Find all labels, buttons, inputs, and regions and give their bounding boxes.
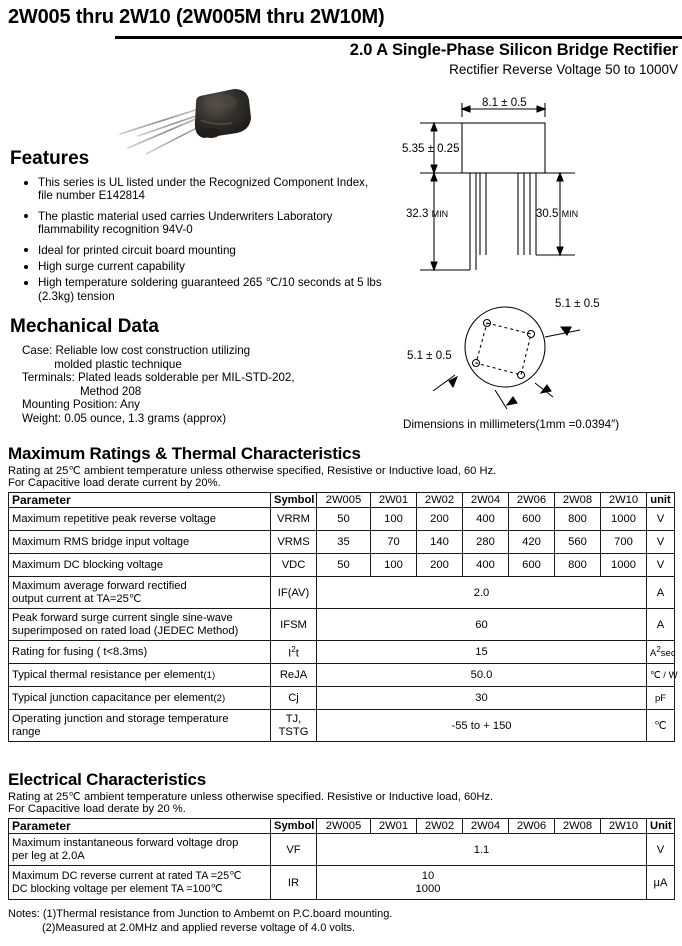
row-value: 200	[417, 554, 463, 577]
row-value: 400	[463, 554, 509, 577]
col-unit: Unit	[647, 819, 675, 834]
row-value: 50	[317, 508, 371, 531]
row-value: 140	[417, 531, 463, 554]
row-param	[9, 710, 271, 742]
row-param-note-ref: (2)	[213, 693, 226, 704]
row-symbol: IF(AV)	[271, 577, 317, 609]
col-2w005: 2W005	[317, 819, 371, 834]
row-unit: V	[647, 508, 675, 531]
row-unit: pF	[647, 687, 675, 710]
row-symbol: VF	[271, 834, 317, 866]
feature-item: The plastic material used carries Underwriters Laboratory flammability recognition 94V-0	[22, 210, 382, 237]
symbol-base: I	[288, 647, 292, 660]
col-2w04: 2W04	[463, 493, 509, 508]
table-row	[9, 687, 675, 710]
max-ratings-subtitle-1: Rating at 25℃ ambient temperature unless otherwise specified, Resistive or Inductive load, 60 Hz.	[8, 465, 497, 477]
row-value-merged	[317, 866, 647, 900]
col-2w005: 2W005	[317, 493, 371, 508]
row-symbol: VRRM	[271, 508, 317, 531]
row-value: 100	[371, 508, 417, 531]
electrical-subtitle-2: For Capacitive load derate by 20 %.	[8, 803, 186, 815]
row-symbol: IR	[271, 866, 317, 900]
table-row	[9, 664, 675, 687]
table-header-row	[9, 819, 675, 834]
feature-item: High temperature soldering guaranteed 265 ℃/10 seconds at 5 lbs (2.3kg) tension	[22, 276, 382, 303]
row-param-line1: Peak forward surge current single sine-wave	[12, 612, 233, 625]
mechanical-data-heading: Mechanical Data	[10, 316, 159, 337]
row-unit: V	[647, 554, 675, 577]
pin-pattern-drawing	[395, 285, 682, 433]
feature-item: This series is UL listed under the Recognized Component Index, file number E142814	[22, 176, 382, 203]
row-value: 70	[371, 531, 417, 554]
row-param: Maximum DC blocking voltage	[9, 554, 271, 577]
feature-item: Ideal for printed circuit board mounting	[22, 244, 382, 257]
row-value: 280	[463, 531, 509, 554]
col-2w02: 2W02	[417, 819, 463, 834]
max-ratings-table	[8, 492, 678, 742]
row-value: 600	[509, 508, 555, 531]
table-row	[9, 531, 675, 554]
table-row	[9, 866, 675, 900]
row-value: 560	[555, 531, 601, 554]
note-2: (2)Measured at 2.0MHz and applied reverse voltage of 4.0 volts.	[42, 921, 356, 934]
col-2w04: 2W04	[463, 819, 509, 834]
col-parameter: Parameter	[9, 819, 271, 834]
page-title: 2W005 thru 2W10 (2W005M thru 2W10M)	[8, 6, 385, 28]
features-list	[22, 176, 382, 310]
row-symbol: ReJA	[271, 664, 317, 687]
electrical-subtitle-1: Rating at 25℃ ambient temperature unless otherwise specified. Resistive or Inductive load, 60Hz.	[8, 791, 494, 803]
mechanical-line: Terminals: Plated leads solderable per MIL-STD-202,	[22, 371, 295, 385]
mechanical-line: Method 208	[22, 384, 142, 398]
row-value: 800	[555, 554, 601, 577]
note-1: (1)Thermal resistance from Junction to Ambemt on P.C.board mounting.	[42, 908, 393, 920]
mechanical-data-body	[22, 344, 382, 426]
features-heading: Features	[10, 148, 90, 169]
row-param-line2: output current at TA=25℃	[12, 592, 142, 605]
product-subtitle-secondary: Rectifier Reverse Voltage 50 to 1000V	[449, 62, 678, 77]
table-row	[9, 834, 675, 866]
row-param: Maximum RMS bridge input voltage	[9, 531, 271, 554]
row-param-line1: Maximum instantaneous forward voltage drop	[12, 837, 239, 850]
package-outline-drawing	[400, 85, 682, 285]
row-symbol: Cj	[271, 687, 317, 710]
product-subtitle: 2.0 A Single-Phase Silicon Bridge Rectifier	[349, 41, 678, 59]
dim-lead-long-label: 32.3 MIN	[406, 208, 449, 220]
row-unit: μA	[647, 866, 675, 900]
component-photo	[108, 76, 258, 172]
col-symbol: Symbol	[271, 493, 317, 508]
col-2w06: 2W06	[509, 819, 555, 834]
row-value-line2: 1000	[415, 882, 441, 895]
row-value: 420	[509, 531, 555, 554]
row-value-merged: 60	[317, 609, 647, 641]
row-param-line2: range	[12, 725, 41, 738]
row-symbol: VRMS	[271, 531, 317, 554]
row-param	[9, 834, 271, 866]
row-value: 100	[371, 554, 417, 577]
row-param	[9, 609, 271, 641]
row-param: Maximum repetitive peak reverse voltage	[9, 508, 271, 531]
max-ratings-heading: Maximum Ratings & Thermal Characteristics	[8, 444, 361, 463]
table-row	[9, 710, 675, 742]
unit-base: A	[650, 648, 657, 660]
row-value: 800	[555, 508, 601, 531]
row-param	[9, 866, 271, 900]
mechanical-line: molded plastic technique	[22, 357, 182, 371]
col-2w08: 2W08	[555, 819, 601, 834]
col-unit: unit	[647, 493, 675, 508]
dim-body-height-label: 5.35 ± 0.25	[402, 143, 460, 155]
electrical-heading: Electrical Characteristics	[8, 770, 206, 789]
col-2w01: 2W01	[371, 819, 417, 834]
row-value-merged: 15	[317, 641, 647, 664]
row-unit: V	[647, 834, 675, 866]
row-param-text: Typical junction capacitance per element	[12, 692, 214, 704]
row-value: 200	[417, 508, 463, 531]
col-parameter: Parameter	[9, 493, 271, 508]
row-value: 50	[317, 554, 371, 577]
row-param: Rating for fusing ( t<8.3ms)	[9, 641, 271, 664]
row-symbol-line1: TJ,	[285, 713, 302, 726]
row-value: 400	[463, 508, 509, 531]
col-2w01: 2W01	[371, 493, 417, 508]
row-param	[9, 577, 271, 609]
row-param	[9, 664, 271, 687]
notes-label: Notes:	[8, 908, 40, 920]
table-row	[9, 609, 675, 641]
max-ratings-subtitle-2: For Capacitive load derate current by 20%.	[8, 477, 221, 489]
row-unit	[647, 641, 675, 664]
row-param-line1: Operating junction and storage temperature	[12, 713, 229, 726]
dim-width-label: 8.1 ± 0.5	[482, 97, 527, 109]
row-value-merged: 1.1	[317, 834, 647, 866]
row-value-merged: 30	[317, 687, 647, 710]
unit-tail: sec	[660, 648, 676, 660]
col-2w10: 2W10	[601, 493, 647, 508]
row-unit: A	[647, 609, 675, 641]
row-param	[9, 687, 271, 710]
row-value-merged: -55 to + 150	[317, 710, 647, 742]
row-unit: ℃ / W	[647, 664, 675, 687]
row-value: 700	[601, 531, 647, 554]
dim-pin-pitch-right-label: 5.1 ± 0.5	[555, 298, 600, 310]
row-value-merged: 2.0	[317, 577, 647, 609]
row-symbol	[271, 710, 317, 742]
row-value: 600	[509, 554, 555, 577]
title-divider	[115, 36, 682, 39]
col-symbol: Symbol	[271, 819, 317, 834]
mechanical-line: Mounting Position: Any	[22, 398, 140, 412]
row-param-line1: Maximum DC reverse current at rated TA =25℃	[12, 870, 242, 883]
row-value: 35	[317, 531, 371, 554]
row-symbol-line2: TSTG	[278, 725, 309, 738]
row-symbol: VDC	[271, 554, 317, 577]
row-param-line1: Maximum average forward rectified	[12, 580, 187, 593]
symbol-tail: t	[295, 647, 299, 660]
col-2w02: 2W02	[417, 493, 463, 508]
row-param-line2: DC blocking voltage per element TA =100℃	[12, 882, 223, 895]
row-value: 1000	[601, 554, 647, 577]
col-2w10: 2W10	[601, 819, 647, 834]
dimension-units-note: Dimensions in millimeters(1mm =0.0394″)	[403, 418, 620, 431]
symbol-superscript: 2	[291, 644, 296, 654]
table-row	[9, 508, 675, 531]
mechanical-line: Case: Reliable low cost construction utilizing	[22, 344, 251, 357]
table-header-row	[9, 493, 675, 508]
col-2w08: 2W08	[555, 493, 601, 508]
notes-block	[8, 908, 392, 935]
table-row	[9, 554, 675, 577]
row-value: 1000	[601, 508, 647, 531]
row-unit: A	[647, 577, 675, 609]
table-row	[9, 641, 675, 664]
feature-item: High surge current capability	[22, 260, 382, 273]
row-param-line2: superimposed on rated load (JEDEC Method)	[12, 624, 239, 637]
table-row	[9, 577, 675, 609]
electrical-table	[8, 818, 675, 900]
row-symbol: IFSM	[271, 609, 317, 641]
row-param-text: Typical thermal resistance per element	[12, 669, 204, 681]
mechanical-line: Weight: 0.05 ounce, 1.3 grams (approx)	[22, 411, 227, 425]
row-unit: V	[647, 531, 675, 554]
row-value-merged: 50.0	[317, 664, 647, 687]
dim-pin-pitch-left-label: 5.1 ± 0.5	[407, 350, 452, 362]
notes-line-1	[8, 908, 392, 922]
col-2w06: 2W06	[509, 493, 555, 508]
row-symbol	[271, 641, 317, 664]
row-param-note-ref: (1)	[203, 670, 216, 681]
row-value-line1: 10	[421, 870, 435, 883]
row-param-line2: per leg at 2.0A	[12, 849, 85, 862]
row-unit: ℃	[647, 710, 675, 742]
dim-lead-short-label: 30.5 MIN	[536, 208, 579, 220]
unit-superscript: 2	[656, 644, 661, 654]
